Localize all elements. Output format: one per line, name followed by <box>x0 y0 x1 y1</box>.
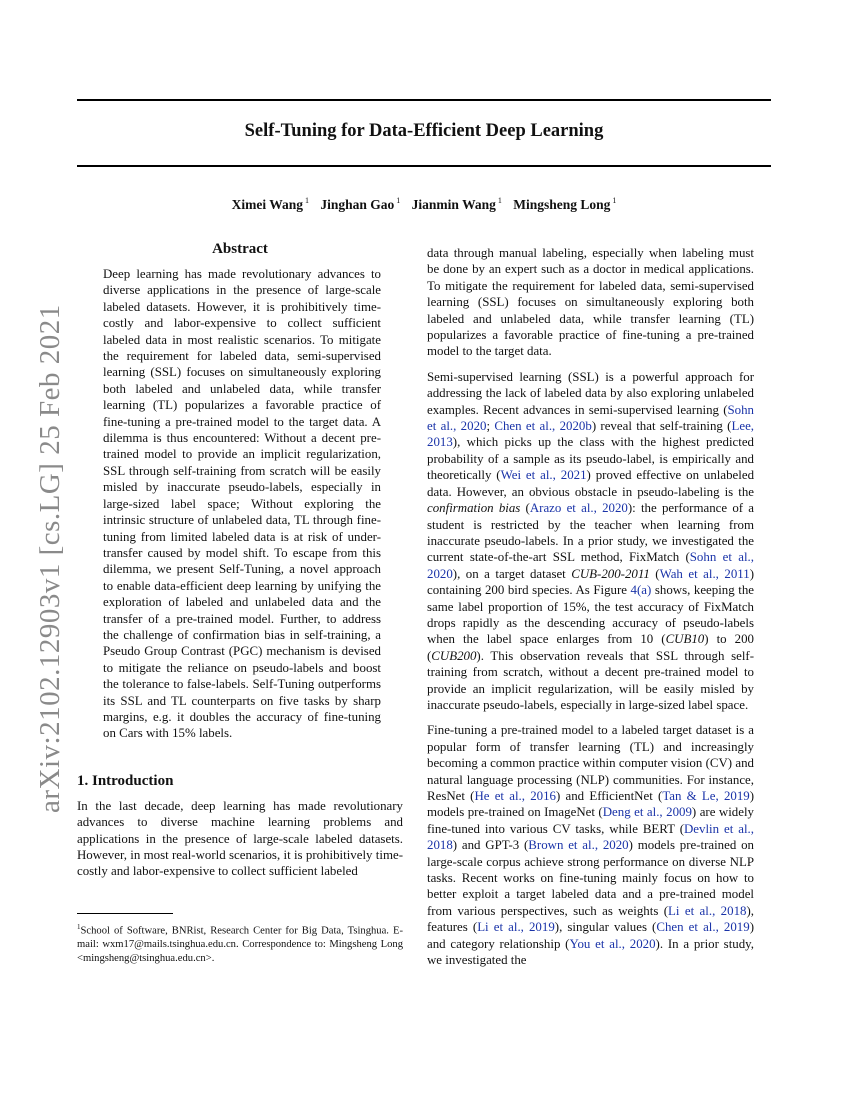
paper-title: Self-Tuning for Data-Efficient Deep Learning <box>244 121 604 141</box>
author <box>320 197 400 212</box>
citation-link[interactable]: Arazo et al., 2020 <box>529 501 628 516</box>
footnote-body: School of Software, BNRist, Research Center for Big Data, Tsinghua. E-mail: wxm17@mails.tsinghua.edu.cn. Correspondence to: Mingsheng Long <mingsheng@tsinghua.edu.cn>. <box>77 925 403 964</box>
footnote-text <box>77 921 403 965</box>
citation-link[interactable]: Lee, 2013 <box>427 419 755 450</box>
citation-link[interactable]: He et al., 2016 <box>474 789 556 803</box>
affiliation-mark: 1 <box>396 196 401 205</box>
citation-link[interactable]: Deng et al., 2009 <box>602 805 692 820</box>
emphasis: CUB10 <box>665 632 705 647</box>
affiliation-mark: 1 <box>497 196 502 205</box>
author-name: Mingsheng Long <box>513 196 611 212</box>
right-column <box>427 245 754 977</box>
footnote-mark: 1 <box>77 923 81 931</box>
abstract-text: Deep learning has made revolutionary advances to diverse applications in the presence of large-scale labeled datasets. However, it is prohibitively time-costly and labor-expensive to collect sufficient labeled data in most realistic scenarios. To mitigate the requirement for labeled data, semi-supervised learning (SSL) focuses on simultaneously exploring both labeled and unlabeled data, while transfer learning (TL) popularizes a favorable practice of fine-tuning a pre-trained model to the target data. A dilemma is thus encountered: Without a decent pre-trained model to provide an implicit regularization, SSL through self-training from scratch will be easily misled by inaccurate pseudo-labels, especially in large-sized label space; Without exploring the intrinsic structure of unlabeled data, TL through fine-tuning from limited labeled data is at risk of under-transfer caused by model shift. To escape from this dilemma, we present Self-Tuning, a novel approach to enable data-efficient deep learning by unifying the exploration of labeled and unlabeled data and the transfer of a pre-trained model. Further, to address the challenge of confirmation bias in self-training, a Pseudo Group Contrast (PGC) mechanism is devised to mitigate the reliance on pseudo-labels and boost the tolerance to false-labels. Self-Tuning outperforms its SSL and TL counterparts on five tasks by sharp margins, e.g. it doubles the accuracy of fine-tuning on Cars with 15% labels. <box>103 267 381 741</box>
section-heading-introduction: 1. Introduction <box>77 772 174 789</box>
citation-link[interactable]: Tan & Le, 2019 <box>662 789 750 803</box>
top-rule <box>77 99 771 101</box>
emphasis: confirmation bias <box>427 501 521 516</box>
intro-paragraph-continued: data through manual labeling, especially when labeling must be done by an expert such as a doctor in medical applications. To mitigate the requirement for labeled data, semi-supervised learning (SSL) focuses on simultaneously exploring both labeled and unlabeled data, while transfer learning (TL) popularizes a favorable practice of fine-tuning a pre-trained model to the target data. <box>427 246 754 359</box>
citation-link[interactable]: Devlin et al., 2018 <box>427 821 754 853</box>
author-list <box>77 196 771 213</box>
emphasis: CUB-200-2011 <box>571 566 650 581</box>
author-name: Jinghan Gao <box>320 196 395 212</box>
author <box>412 197 502 212</box>
intro-paragraph: In the last decade, deep learning has made revolutionary advances to diverse machine learning problems and applications in the presence of large-scale labeled datasets. However, in most real-world scenarios, it is prohibitively time-costly and labor-expensive to collect sufficient labeled <box>77 798 403 879</box>
author-name: Jianmin Wang <box>411 196 496 212</box>
fine-tuning-paragraph: Fine-tuning a pre-trained model to a labeled target dataset is a popular form of transfer learning (TL) and increasingly becoming a common practice within computer vision (CV) and natural language processing (NLP) communities. For instance, ResNet (He et al., 2016) and EfficientNet (Tan & Le, 2019) models pre-trained on ImageNet (Deng et al., 2009) are widely fine-tuned into various CV tasks, while BERT (Devlin et al., 2018) and GPT-3 (Brown et al., 2020) models pre-trained on large-scale corpus achieve strong performance on diverse NLP tasks. Recent works on fine-tuning mainly focus on how to better exploit a target labeled data and a pre-trained model from various perspectives, such as weights (Li et al., 2018), features (Li et al., 2019), singular values (Chen et al., 2019) and category relationship (You et al., 2020). In a prior study, we investigated the <box>427 723 755 968</box>
citation-link[interactable]: Li et al., 2018 <box>668 903 747 918</box>
citation-link[interactable]: Chen et al., 2020b <box>494 419 592 434</box>
affiliation-mark: 1 <box>612 196 617 205</box>
citation-link[interactable]: Sohn et al., 2020 <box>427 550 754 581</box>
emphasis: CUB200 <box>431 648 477 663</box>
affiliation-mark: 1 <box>305 196 310 205</box>
citation-link[interactable]: You et al., 2020 <box>569 936 656 951</box>
citation-link[interactable]: Wei et al., 2021 <box>500 468 587 483</box>
citation-link[interactable]: Li et al., 2019 <box>477 920 555 935</box>
author <box>513 197 616 212</box>
citation-link[interactable]: Sohn et al., 2020 <box>427 402 754 434</box>
citation-link[interactable]: Wah et al., 2011 <box>659 566 750 581</box>
footnote <box>77 913 403 965</box>
citation-link[interactable]: Chen et al., 2019 <box>656 920 750 935</box>
figure-reference-link[interactable]: 4(a) <box>630 583 652 598</box>
author <box>232 197 309 212</box>
arxiv-stamp-text: arXiv:2102.12903v1 [cs.LG] 25 Feb 2021 <box>34 304 66 813</box>
ssl-paragraph: Semi-supervised learning (SSL) is a powerful approach for addressing the lack of labeled data by also exploring unlabeled examples. Recent advances in semi-supervised learning (Sohn et al., 2020; Chen et al., 2020b) reveal that self-training (Lee, 2013), which picks up the class with the highest predicted probability of a sample as its pseudo-label, is empirically and theoretically (Wei et al., 2021) proved effective on unlabeled data. However, an obvious obstacle in pseudo-labeling is the confirmation bias (Arazo et al., 2020): the performance of a student is restricted by the teacher when learning from inaccurate pseudo-labels. In a prior study, we investigated the current state-of-the-art SSL method, FixMatch (Sohn et al., 2020), on a target dataset CUB-200-2011 (Wah et al., 2011) containing 200 bird species. As Figure 4(a) shows, keeping the same label proportion of 15%, the test accuracy of FixMatch drops rapidly as the descending accuracy of pseudo-labels when the label space enlarges from 10 (CUB10) to 200 (CUB200). This observation reveals that SSL through self-training from scratch, without a decent pre-trained model to provide an implicit regularization, will be easily misled by inaccurate pseudo-labels, especially in large-sized label space. <box>427 369 755 712</box>
citation-link[interactable]: Brown et al., 2020 <box>528 838 629 853</box>
title-bottom-rule <box>77 165 771 167</box>
left-column <box>77 240 403 880</box>
abstract-heading: Abstract <box>212 241 268 257</box>
footnote-rule <box>77 913 173 914</box>
author-name: Ximei Wang <box>231 196 304 212</box>
